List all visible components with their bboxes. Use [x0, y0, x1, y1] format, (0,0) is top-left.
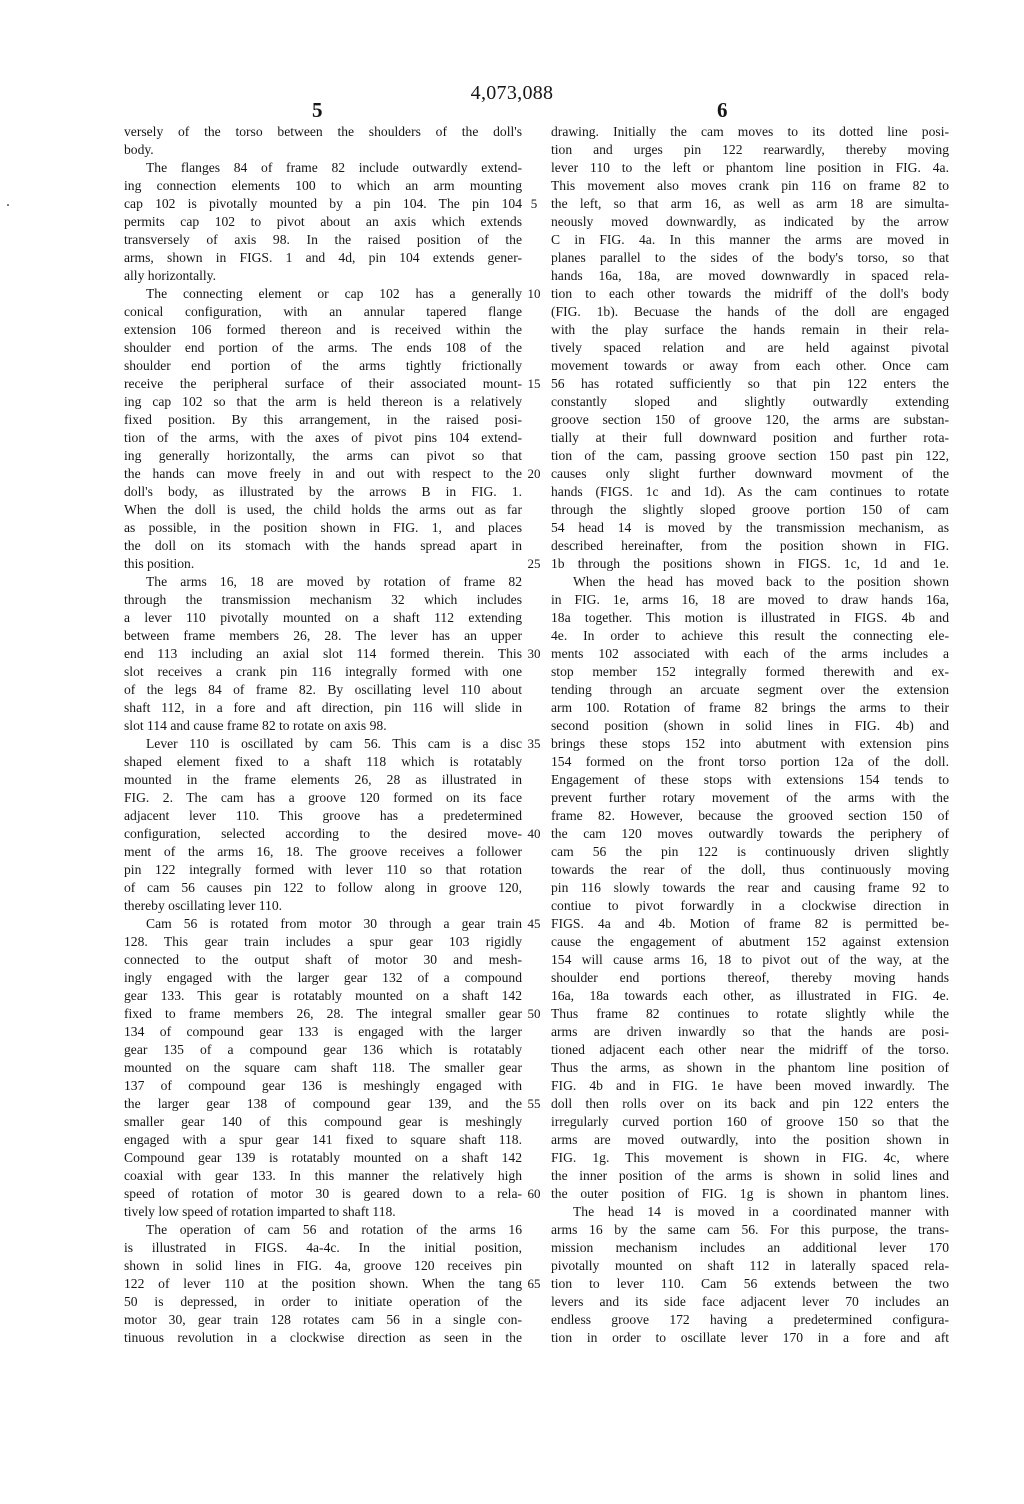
text-line: ing connection elements 100 to which an arm mounting	[124, 178, 522, 193]
text-line: endless groove 172 having a predetermined configura-	[551, 1312, 949, 1327]
text-line: the left, so that arm 16, as well as arm 18 are simulta-	[551, 196, 949, 211]
text-line: tively spaced relation and are held against pivotal	[551, 340, 949, 355]
text-line: 154 will cause arms 16, 18 to pivot out of the way, at the	[551, 952, 949, 967]
text-line: planes parallel to the sides of the body's torso, so that	[551, 250, 949, 265]
text-line: mounted on the square cam shaft 118. The smaller gear	[124, 1060, 522, 1075]
text-line: tion and urges pin 122 rearwardly, thereby moving	[551, 142, 949, 157]
margin-line-number: 60	[527, 1186, 541, 1201]
text-line: FIG. 4b and in FIG. 1e have been moved inwardly. The	[551, 1078, 949, 1093]
text-line: (FIG. 1b). Becuase the hands of the doll are engaged	[551, 304, 949, 319]
text-line: connected to the output shaft of motor 30 and mesh-	[124, 952, 522, 967]
text-line: receive the peripheral surface of their associated mount-	[124, 376, 522, 391]
text-line: tion to each other towards the midriff of the doll's body	[551, 286, 949, 301]
text-line: thereby oscillating lever 110.	[124, 898, 283, 913]
margin-line-number: 20	[527, 466, 541, 481]
text-line: motor 30, gear train 128 rotates cam 56 in a single con-	[124, 1312, 522, 1327]
text-line: drawing. Initially the cam moves to its dotted line posi-	[551, 124, 949, 139]
text-line: The head 14 is moved in a coordinated manner with	[573, 1204, 949, 1219]
text-line: of the legs 84 of frame 82. By oscillating level 110 about	[124, 682, 522, 697]
text-line: frame 82. However, because the grooved section 150 of	[551, 808, 949, 823]
text-line: in FIG. 1e, arms 16, 18 are moved to draw hands 16a,	[551, 592, 949, 607]
text-line: 18a together. This motion is illustrated in FIGS. 4b and	[551, 610, 949, 625]
margin-line-number: 15	[527, 376, 541, 391]
text-line: levers and its side face adjacent lever 70 includes an	[551, 1294, 949, 1309]
text-line: arms, shown in FIGS. 1 and 4d, pin 104 extends gener-	[124, 250, 522, 265]
text-line: The arms 16, 18 are moved by rotation of frame 82	[146, 574, 522, 589]
text-line: configuration, selected according to the desired move-	[124, 826, 522, 841]
text-line: C in FIG. 4a. In this manner the arms are moved in	[551, 232, 949, 247]
text-line: This movement also moves crank pin 116 on frame 82 to	[551, 178, 949, 193]
text-line: ally horizontally.	[124, 268, 216, 283]
text-line: between frame members 26, 28. The lever has an upper	[124, 628, 522, 643]
text-line: shaft 112, in a fore and aft direction, pin 116 will slide in	[124, 700, 522, 715]
text-line: shaped element fixed to a shaft 118 which is rotatably	[124, 754, 522, 769]
text-line: the larger gear 138 of compound gear 139, and the	[124, 1096, 522, 1111]
text-line: Lever 110 is oscillated by cam 56. This cam is a disc	[146, 736, 522, 751]
text-line: of cam 56 causes pin 122 to follow along in groove 120,	[124, 880, 522, 895]
text-line: 137 of compound gear 136 is meshingly engaged with	[124, 1078, 522, 1093]
text-line: tially at their full downward position and further rota-	[551, 430, 949, 445]
text-line: adjacent lever 110. This groove has a predetermined	[124, 808, 522, 823]
text-line: end 113 including an axial slot 114 formed therein. This	[124, 646, 522, 661]
patent-number: 4,073,088	[470, 82, 554, 104]
text-line: FIG. 1g. This movement is shown in FIG. 4c, where	[551, 1150, 949, 1165]
text-line: 1b through the positions shown in FIGS. 1c, 1d and 1e.	[551, 556, 949, 571]
margin-line-number: 35	[527, 736, 541, 751]
text-line: 54 head 14 is moved by the transmission mechanism, as	[551, 520, 949, 535]
text-line: fixed to frame members 26, 28. The integral smaller gear	[124, 1006, 522, 1021]
text-line: versely of the torso between the shoulders of the doll's	[124, 124, 522, 139]
text-line: is illustrated in FIGS. 4a-4c. In the initial position,	[124, 1240, 522, 1255]
text-line: the hands can move freely in and out with respect to the	[124, 466, 522, 481]
text-line: conical configuration, with an annular tapered flange	[124, 304, 522, 319]
text-line: coaxial with gear 133. In this manner the relatively high	[124, 1168, 522, 1183]
text-line: ing generally horizontally, the arms can pivot so that	[124, 448, 522, 463]
text-line: 128. This gear train includes a spur gear 103 rigidly	[124, 934, 522, 949]
right-text-column	[551, 123, 949, 1347]
text-line: gear 133. This gear is rotatably mounted on a shaft 142	[124, 988, 522, 1003]
text-line: the cam 120 moves outwardly towards the periphery of	[551, 826, 949, 841]
text-line: 122 of lever 110 at the position shown. When the tang	[124, 1276, 522, 1291]
text-line: brings these stops 152 into abutment with extension pins	[551, 736, 949, 751]
text-line: Engagement of these stops with extensions 154 tends to	[551, 772, 949, 787]
text-line: tion of the cam, passing groove section 150 past pin 122,	[551, 448, 949, 463]
text-line: doll's body, as illustrated by the arrows B in FIG. 1.	[124, 484, 522, 499]
text-line: the doll on its stomach with the hands spread apart in	[124, 538, 522, 553]
text-line: the outer position of FIG. 1g is shown in phantom lines.	[551, 1186, 949, 1201]
text-line: pin 116 slowly towards the rear and causing frame 92 to	[551, 880, 949, 895]
text-line: hands 16a, 18a, are moved downwardly in spaced rela-	[551, 268, 949, 283]
left-text-column	[124, 123, 522, 1347]
text-line: tioned adjacent each other near the midriff of the torso.	[551, 1042, 949, 1057]
text-line: tinuous revolution in a clockwise direction as seen in the	[124, 1330, 522, 1345]
text-line: slot receives a crank pin 116 integrally formed with one	[124, 664, 522, 679]
margin-line-number: 40	[527, 826, 541, 841]
text-line: through the slightly sloped groove portion 150 of cam	[551, 502, 949, 517]
text-line: movement towards or away from each other. Once cam	[551, 358, 949, 373]
text-line: tion of the arms, with the axes of pivot pins 104 extend-	[124, 430, 522, 445]
text-line: When the head has moved back to the position shown	[573, 574, 949, 589]
text-line: prevent further rotary movement of the arms with the	[551, 790, 949, 805]
text-line: tending through an arcuate segment over the extension	[551, 682, 949, 697]
text-line: arm 100. Rotation of frame 82 brings the arms to their	[551, 700, 949, 715]
text-line: irregularly curved portion 160 of groove 150 so that the	[551, 1114, 949, 1129]
text-line: towards the rear of the doll, thus continuously moving	[551, 862, 949, 877]
margin-line-number: 25	[527, 556, 541, 571]
text-line: 4e. In order to achieve this result the connecting ele-	[551, 628, 949, 643]
text-line: arms are driven inwardly so that the hands are posi-	[551, 1024, 949, 1039]
text-line: 154 formed on the front torso portion 12a of the doll.	[551, 754, 949, 769]
text-line: The flanges 84 of frame 82 include outwardly extend-	[146, 160, 522, 175]
text-line: groove section 150 of groove 120, the arms are substan-	[551, 412, 949, 427]
text-line: shoulder end portion of the arms tightly frictionally	[124, 358, 522, 373]
text-line: mounted in the frame elements 26, 28 as illustrated in	[124, 772, 522, 787]
text-line: doll then rolls over on its back and pin 122 enters the	[551, 1096, 949, 1111]
text-line: FIGS. 4a and 4b. Motion of frame 82 is permitted be-	[551, 916, 949, 931]
text-line: 50 is depressed, in order to initiate operation of the	[124, 1294, 522, 1309]
text-line: ments 102 associated with each of the arms includes a	[551, 646, 949, 661]
text-line: tion to lever 110. Cam 56 extends between the two	[551, 1276, 949, 1291]
text-line: 134 of compound gear 133 is engaged with the larger	[124, 1024, 522, 1039]
text-line: lever 110 to the left or phantom line position in FIG. 4a.	[551, 160, 949, 175]
text-line: the inner position of the arms is shown in solid lines and	[551, 1168, 949, 1183]
scan-speck	[7, 204, 9, 206]
text-line: smaller gear 140 of this compound gear is meshingly	[124, 1114, 522, 1129]
text-line: body.	[124, 142, 154, 157]
margin-line-number: 45	[527, 916, 541, 931]
text-line: extension 106 formed thereon and is received within the	[124, 322, 522, 337]
text-line: constantly sloped and slightly outwardly extending	[551, 394, 949, 409]
text-line: as possible, in the position shown in FIG. 1, and places	[124, 520, 522, 535]
text-line: transversely of axis 98. In the raised position of the	[124, 232, 522, 247]
text-line: ingly engaged with the larger gear 132 of a compound	[124, 970, 522, 985]
text-line: gear 135 of a compound gear 136 which is rotatably	[124, 1042, 522, 1057]
margin-line-number: 5	[530, 196, 538, 211]
text-line: stop member 152 integrally formed therewith and ex-	[551, 664, 949, 679]
text-line: a lever 110 pivotally mounted on a shaft 112 extending	[124, 610, 522, 625]
text-line: cam 56 the pin 122 is continuously driven slightly	[551, 844, 949, 859]
text-line: Compound gear 139 is rotatably mounted on a shaft 142	[124, 1150, 522, 1165]
margin-line-number: 50	[527, 1006, 541, 1021]
text-line: shown in solid lines in FIG. 4a, groove 120 receives pin	[124, 1258, 522, 1273]
text-line: cap 102 is pivotally mounted by a pin 104. The pin 104	[124, 196, 522, 211]
text-line: Thus the arms, as shown in the phantom line position of	[551, 1060, 949, 1075]
text-line: 16a, 18a towards each other, as illustrated in FIG. 4e.	[551, 988, 949, 1003]
text-line: 56 has rotated sufficiently so that pin 122 enters the	[551, 376, 949, 391]
text-line: ing cap 102 so that the arm is held thereon is a relatively	[124, 394, 522, 409]
text-line: mission mechanism includes an additional lever 170	[551, 1240, 949, 1255]
text-line: through the transmission mechanism 32 which includes	[124, 592, 522, 607]
text-line: arms 16 by the same cam 56. For this purpose, the trans-	[551, 1222, 949, 1237]
text-line: arms are moved outwardly, into the position shown in	[551, 1132, 949, 1147]
text-line: neously moved downwardly, as indicated by the arrow	[551, 214, 949, 229]
text-line: FIG. 2. The cam has a groove 120 formed on its face	[124, 790, 522, 805]
text-line: with the play surface the hands remain in their rela-	[551, 322, 949, 337]
text-line: causes only slight further downward movment of the	[551, 466, 949, 481]
text-line: this position.	[124, 556, 195, 571]
margin-line-number: 30	[527, 646, 541, 661]
text-line: contiue to pivot forwardly in a clockwise direction in	[551, 898, 949, 913]
text-line: Cam 56 is rotated from motor 30 through a gear train	[146, 916, 522, 931]
text-line: described hereinafter, from the position shown in FIG.	[551, 538, 949, 553]
margin-line-number: 10	[527, 286, 541, 301]
text-line: second position (shown in solid lines in FIG. 4b) and	[551, 718, 949, 733]
text-line: speed of rotation of motor 30 is geared down to a rela-	[124, 1186, 522, 1201]
text-line: pin 122 integrally formed with lever 110 so that rotation	[124, 862, 522, 877]
text-line: tively low speed of rotation imparted to shaft 118.	[124, 1204, 396, 1219]
text-line: The connecting element or cap 102 has a generally	[146, 286, 522, 301]
text-line: tion in order to oscillate lever 170 in a fore and aft	[551, 1330, 949, 1345]
text-line: fixed position. By this arrangement, in the raised posi-	[124, 412, 522, 427]
text-line: slot 114 and cause frame 82 to rotate on axis 98.	[124, 718, 387, 733]
text-line: shoulder end portion of the arms. The ends 108 of the	[124, 340, 522, 355]
text-line: ment of the arms 16, 18. The groove receives a follower	[124, 844, 522, 859]
page-number-left: 5	[312, 98, 323, 122]
margin-line-number: 55	[527, 1096, 541, 1111]
margin-line-number: 65	[527, 1276, 541, 1291]
text-line: The operation of cam 56 and rotation of the arms 16	[146, 1222, 522, 1237]
page-number-right: 6	[717, 98, 728, 122]
text-line: cause the engagement of abutment 152 against extension	[551, 934, 949, 949]
text-line: shoulder end portions thereof, thereby moving hands	[551, 970, 949, 985]
text-line: hands (FIGS. 1c and 1d). As the cam continues to rotate	[551, 484, 949, 499]
text-line: Thus frame 82 continues to rotate slightly while the	[551, 1006, 949, 1021]
text-line: When the doll is used, the child holds the arms out as far	[124, 502, 522, 517]
text-line: permits cap 102 to pivot about an axis which extends	[124, 214, 522, 229]
text-line: engaged with a spur gear 141 fixed to square shaft 118.	[124, 1132, 522, 1147]
text-line: pivotally mounted on shaft 112 in laterally spaced rela-	[551, 1258, 949, 1273]
